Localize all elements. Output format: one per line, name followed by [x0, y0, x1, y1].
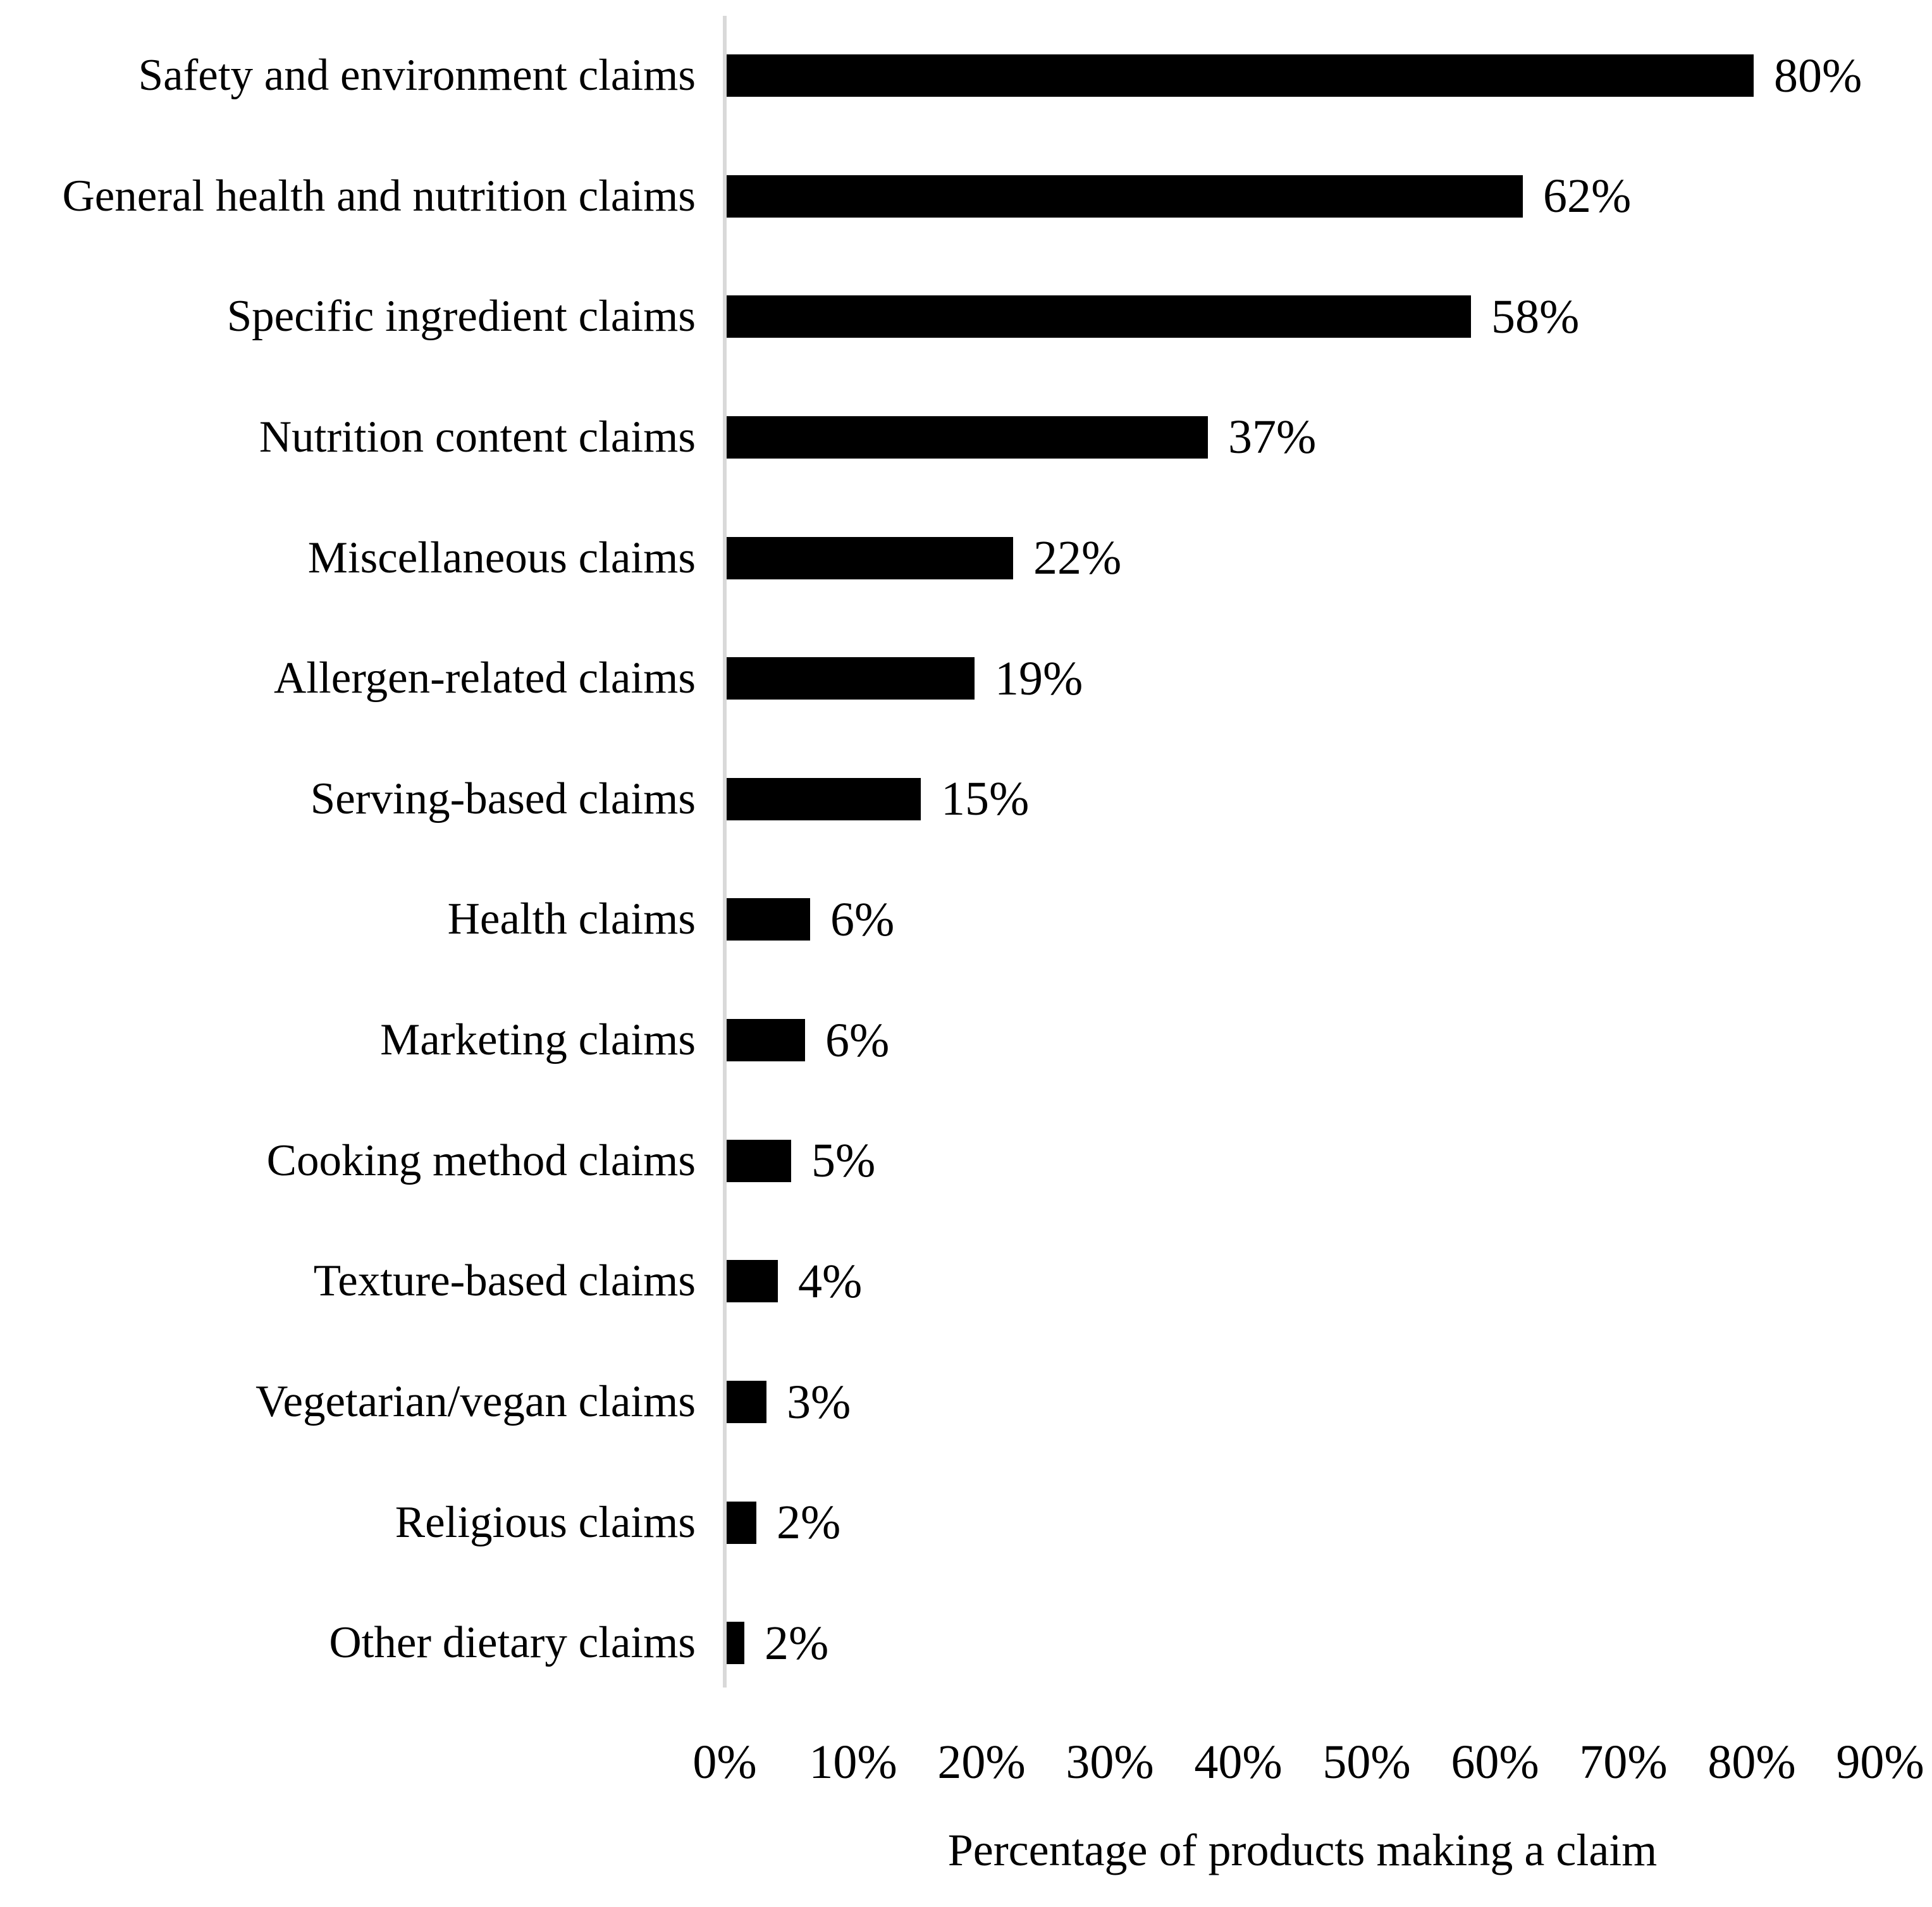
- x-axis-tick-label: 40%: [1194, 1736, 1283, 1789]
- category-label: Miscellaneous claims: [307, 533, 696, 583]
- category-label: Other dietary claims: [329, 1618, 696, 1667]
- value-label: 58%: [1491, 290, 1580, 343]
- category-label: Vegetarian/vegan claims: [255, 1377, 696, 1426]
- category-label: Safety and environment claims: [138, 51, 696, 100]
- category-label: Nutrition content claims: [259, 412, 696, 462]
- bar: [727, 657, 975, 700]
- value-label: 3%: [787, 1376, 851, 1429]
- x-axis-tick-label: 70%: [1579, 1736, 1668, 1789]
- bar: [727, 537, 1013, 579]
- value-label: 19%: [995, 652, 1083, 705]
- category-label: Marketing claims: [380, 1015, 696, 1065]
- category-label: Serving-based claims: [310, 774, 696, 824]
- bar: [727, 295, 1471, 338]
- value-label: 6%: [825, 1014, 890, 1067]
- category-label: Health claims: [447, 894, 696, 944]
- value-label: 5%: [811, 1134, 876, 1187]
- value-label: 6%: [830, 893, 895, 946]
- bar: [727, 1019, 805, 1061]
- x-axis-title: Percentage of products making a claim: [947, 1825, 1658, 1875]
- value-label: 22%: [1033, 531, 1122, 584]
- x-axis-tick-label: 10%: [809, 1736, 897, 1789]
- bar: [727, 1622, 744, 1664]
- value-label: 2%: [765, 1617, 829, 1670]
- x-axis-tick-label: 60%: [1451, 1736, 1539, 1789]
- bar: [727, 1502, 756, 1544]
- x-axis-tick-label: 0%: [692, 1736, 757, 1789]
- bar: [727, 1381, 766, 1423]
- category-label: Religious claims: [395, 1498, 696, 1547]
- value-label: 62%: [1543, 170, 1632, 223]
- category-label: Texture-based claims: [313, 1256, 696, 1305]
- bar: [727, 175, 1523, 218]
- category-label: Cooking method claims: [266, 1136, 696, 1185]
- x-axis-tick-label: 20%: [937, 1736, 1026, 1789]
- x-axis-tick-label: 90%: [1836, 1736, 1924, 1789]
- value-label: 80%: [1774, 49, 1862, 102]
- x-axis-tick-label: 30%: [1066, 1736, 1154, 1789]
- category-label: General health and nutrition claims: [62, 171, 696, 221]
- bar: [727, 898, 810, 941]
- value-label: 15%: [941, 772, 1030, 825]
- bar: [727, 54, 1754, 97]
- x-axis-tick-label: 50%: [1322, 1736, 1411, 1789]
- category-label: Allergen-related claims: [274, 653, 696, 703]
- value-label: 37%: [1228, 410, 1317, 464]
- x-axis-tick-label: 80%: [1707, 1736, 1796, 1789]
- category-label: Specific ingredient claims: [226, 292, 696, 341]
- bar: [727, 1140, 791, 1182]
- bar: [727, 778, 921, 820]
- bar: [727, 416, 1208, 459]
- value-label: 4%: [798, 1255, 863, 1308]
- y-axis-line: [723, 16, 727, 1688]
- value-label: 2%: [777, 1496, 841, 1549]
- bar: [727, 1260, 778, 1302]
